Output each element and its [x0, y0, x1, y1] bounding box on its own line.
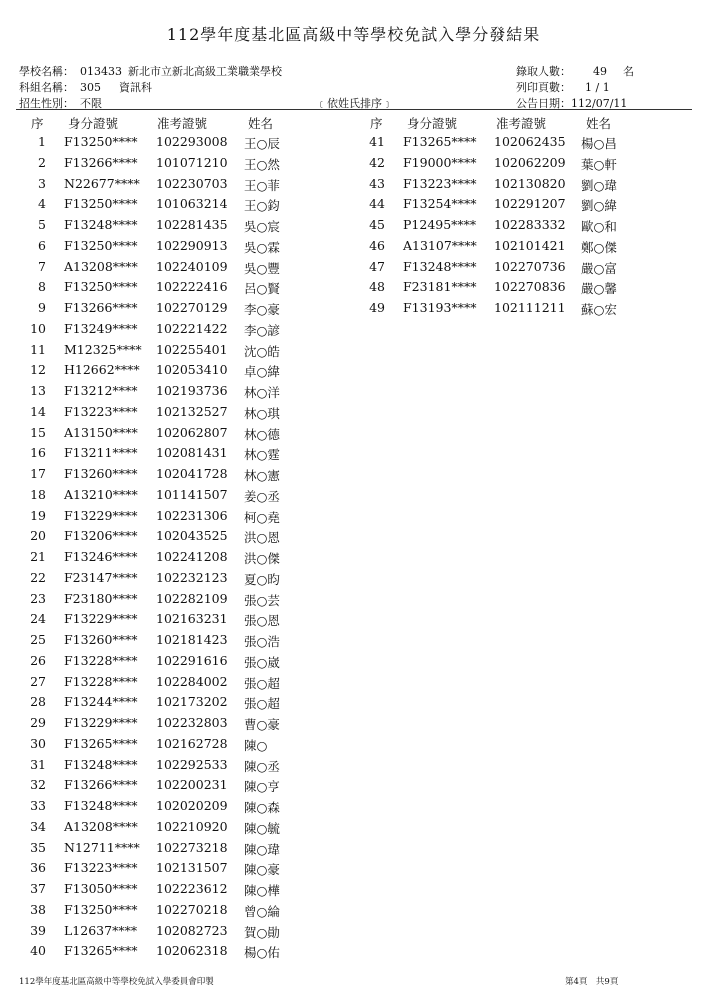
row-id-number: F13260**** — [64, 632, 138, 647]
row-student-name: 呂○賢 — [244, 281, 280, 297]
footer-page: 第4頁 共9頁 — [565, 977, 619, 987]
row-student-name: 陳○丞 — [244, 758, 280, 774]
row-exam-number: 102062209 — [494, 154, 566, 170]
row-student-name: 鄭○傑 — [581, 239, 617, 255]
pages-value: 1 / 1 — [585, 81, 610, 94]
row-seq: 2 — [38, 154, 46, 170]
row-id-number: M12325**** — [64, 341, 142, 357]
row-seq: 22 — [30, 569, 46, 585]
row-seq: 30 — [30, 735, 46, 751]
row-seq: 48 — [369, 279, 385, 295]
row-id-number: A13107**** — [403, 237, 477, 253]
row-student-name: 林○琪 — [244, 405, 280, 421]
row-student-name: 吳○霖 — [244, 239, 280, 255]
row-seq: 9 — [38, 300, 46, 315]
row-id-number: F13193**** — [403, 300, 477, 315]
row-id-number: F13250**** — [64, 134, 138, 149]
row-exam-number: 102293008 — [156, 134, 228, 149]
row-id-number: F13228**** — [64, 652, 138, 668]
row-seq: 46 — [369, 237, 385, 253]
row-id-number: F13248**** — [64, 217, 138, 232]
row-id-number: A13150**** — [64, 424, 138, 440]
row-student-name: 嚴○馨 — [581, 281, 617, 297]
row-exam-number: 102231306 — [156, 507, 228, 523]
row-exam-number: 102200231 — [156, 777, 228, 793]
row-id-number: F13250**** — [64, 901, 138, 917]
row-seq: 17 — [30, 466, 46, 481]
row-exam-number: 102082723 — [156, 922, 228, 938]
row-student-name: 吳○豐 — [244, 260, 280, 276]
row-seq: 44 — [369, 196, 385, 212]
row-id-number: F13250**** — [64, 279, 138, 295]
row-id-number: F13050**** — [64, 881, 138, 896]
row-exam-number: 102062318 — [156, 943, 228, 959]
row-id-number: N12711**** — [64, 839, 140, 855]
row-exam-number: 102163231 — [156, 611, 228, 627]
row-seq: 28 — [30, 694, 46, 710]
row-id-number: H12662**** — [64, 362, 140, 378]
row-student-name: 蘇○宏 — [581, 302, 617, 317]
row-seq: 27 — [30, 673, 46, 689]
row-student-name: 林○洋 — [244, 385, 280, 400]
row-student-name: 曾○綸 — [244, 903, 280, 919]
row-exam-number: 102173202 — [156, 694, 228, 710]
row-id-number: F13223**** — [64, 860, 138, 876]
row-seq: 21 — [30, 549, 46, 564]
row-seq: 39 — [30, 922, 46, 938]
row-seq: 32 — [30, 777, 46, 793]
row-seq: 18 — [30, 486, 46, 502]
row-student-name: 吳○宸 — [244, 219, 280, 234]
row-exam-number: 102210920 — [156, 818, 228, 834]
row-id-number: F23181**** — [403, 279, 477, 295]
row-exam-number: 102232123 — [156, 569, 228, 585]
row-seq: 14 — [30, 403, 46, 419]
row-exam-number: 102284002 — [156, 673, 228, 689]
row-student-name: 卓○緯 — [244, 364, 280, 380]
row-id-number: A13210**** — [64, 486, 138, 502]
school-code: 013433 — [80, 65, 122, 78]
row-student-name: 洪○傑 — [244, 551, 280, 566]
row-exam-number: 102162728 — [156, 735, 228, 751]
col-id-left: 身分證號 — [68, 116, 119, 131]
row-student-name: 歐○和 — [581, 219, 617, 234]
row-student-name: 陳○豪 — [244, 862, 280, 878]
row-id-number: F13265**** — [64, 943, 138, 959]
row-exam-number: 102111211 — [494, 300, 566, 315]
row-student-name: 陳○亨 — [244, 779, 280, 795]
row-student-name: 張○超 — [244, 675, 280, 691]
admitted-count: 49 — [593, 65, 607, 78]
row-seq: 38 — [30, 901, 46, 917]
row-id-number: F13248**** — [64, 756, 138, 772]
dept-name: 資訊科 — [119, 81, 152, 94]
row-student-name: 陳○森 — [244, 800, 280, 815]
row-seq: 11 — [30, 341, 46, 357]
col-exam-left: 准考證號 — [157, 116, 208, 131]
row-student-name: 林○霆 — [244, 447, 280, 463]
row-student-name: 楊○昌 — [581, 136, 617, 151]
row-seq: 20 — [30, 528, 46, 544]
row-exam-number: 102053410 — [156, 362, 228, 378]
row-exam-number: 102131507 — [156, 860, 228, 876]
row-student-name: 楊○佑 — [244, 945, 280, 961]
row-exam-number: 102281435 — [156, 217, 228, 232]
row-exam-number: 102232803 — [156, 715, 228, 730]
row-seq: 42 — [369, 154, 385, 170]
admitted-info — [516, 63, 634, 79]
row-seq: 5 — [38, 217, 46, 232]
date-label: 公告日期： — [516, 97, 571, 110]
row-student-name: 張○崴 — [244, 654, 280, 670]
school-label: 學校名稱： — [19, 65, 74, 78]
row-id-number: F13248**** — [403, 258, 477, 274]
row-exam-number: 102291207 — [494, 196, 566, 212]
row-exam-number: 102273218 — [156, 839, 228, 855]
row-id-number: F13260**** — [64, 466, 138, 481]
row-id-number: F13250**** — [64, 237, 138, 253]
row-seq: 34 — [30, 818, 46, 834]
row-student-name: 陳○瑋 — [244, 841, 280, 857]
row-id-number: F19000**** — [403, 154, 477, 170]
row-seq: 33 — [30, 798, 46, 813]
row-id-number: F13265**** — [403, 134, 477, 149]
row-student-name: 張○超 — [244, 696, 280, 712]
row-student-name: 王○鈞 — [244, 198, 280, 214]
row-student-name: 張○浩 — [244, 634, 280, 649]
row-student-name: 洪○恩 — [244, 530, 280, 546]
row-id-number: F13265**** — [64, 735, 138, 751]
row-id-number: A13208**** — [64, 258, 138, 274]
row-exam-number: 102062435 — [494, 134, 566, 149]
row-id-number: F13244**** — [64, 694, 138, 710]
row-exam-number: 102223612 — [156, 881, 228, 896]
col-id-right: 身分證號 — [407, 116, 458, 131]
row-id-number: F13266**** — [64, 777, 138, 793]
pages-info — [516, 79, 610, 95]
header-divider — [16, 109, 692, 110]
row-seq: 49 — [369, 300, 385, 315]
row-seq: 40 — [30, 943, 46, 959]
row-student-name: 王○然 — [244, 156, 280, 172]
row-exam-number: 102132527 — [156, 403, 228, 419]
row-seq: 47 — [369, 258, 385, 274]
row-id-number: F13228**** — [64, 673, 138, 689]
page-title: 112學年度基北區高級中等學校免試入學分發結果 — [166, 25, 541, 44]
row-exam-number: 102041728 — [156, 466, 228, 481]
row-exam-number: 102101421 — [494, 237, 566, 253]
sort-note: ﹝依姓氏排序﹞ — [316, 97, 393, 110]
row-student-name: 劉○緯 — [581, 198, 617, 214]
school-name: 新北市立新北高級工業職業學校 — [128, 65, 282, 78]
row-student-name: 李○豪 — [244, 302, 280, 317]
row-student-name: 李○諺 — [244, 322, 280, 338]
row-id-number: F13229**** — [64, 507, 138, 523]
row-id-number: F13229**** — [64, 611, 138, 627]
date-value: 112/07/11 — [571, 97, 628, 110]
row-student-name: 張○芸 — [244, 592, 280, 608]
row-id-number: F13212**** — [64, 383, 138, 398]
row-id-number: P12495**** — [403, 217, 477, 232]
row-seq: 15 — [30, 424, 46, 440]
row-exam-number: 102270129 — [156, 300, 228, 315]
row-seq: 7 — [38, 258, 46, 274]
row-seq: 36 — [30, 860, 46, 876]
row-seq: 12 — [30, 362, 46, 378]
row-exam-number: 101141507 — [156, 486, 228, 502]
row-id-number: F13206**** — [64, 528, 138, 544]
row-student-name: 張○恩 — [244, 613, 280, 629]
row-seq: 45 — [369, 217, 385, 232]
row-id-number: F13229**** — [64, 715, 138, 730]
row-exam-number: 102062807 — [156, 424, 228, 440]
row-id-number: F13266**** — [64, 300, 138, 315]
row-student-name: 陳○樺 — [244, 883, 280, 898]
row-id-number: F13250**** — [64, 196, 138, 212]
row-student-name: 陳○ — [244, 737, 268, 753]
row-id-number: N22677**** — [64, 175, 140, 191]
row-seq: 41 — [369, 134, 385, 149]
row-seq: 35 — [30, 839, 46, 855]
row-exam-number: 102292533 — [156, 756, 228, 772]
footer-publisher: 112學年度基北區高級中等學校免試入學委員會印製 — [19, 977, 214, 987]
row-exam-number: 102241208 — [156, 549, 228, 564]
row-student-name: 林○憲 — [244, 468, 280, 483]
row-seq: 4 — [38, 196, 46, 212]
row-exam-number: 102270218 — [156, 901, 228, 917]
row-exam-number: 101071210 — [156, 154, 228, 170]
row-exam-number: 102222416 — [156, 279, 228, 295]
row-student-name: 嚴○富 — [581, 260, 617, 276]
row-id-number: F13248**** — [64, 798, 138, 813]
row-student-name: 賀○勛 — [244, 924, 280, 940]
col-seq-left: 序 — [31, 116, 44, 131]
row-exam-number: 102130820 — [494, 175, 566, 191]
row-exam-number: 102043525 — [156, 528, 228, 544]
row-exam-number: 102270836 — [494, 279, 566, 295]
row-student-name: 夏○昀 — [244, 571, 280, 587]
row-student-name: 沈○皓 — [244, 343, 280, 359]
pages-label: 列印頁數： — [516, 81, 571, 94]
row-exam-number: 102282109 — [156, 590, 228, 606]
row-exam-number: 102181423 — [156, 632, 228, 647]
row-exam-number: 102193736 — [156, 383, 228, 398]
row-student-name: 陳○毓 — [244, 820, 280, 836]
row-exam-number: 102283332 — [494, 217, 566, 232]
row-seq: 43 — [369, 175, 385, 191]
school-info — [19, 63, 282, 79]
row-seq: 3 — [38, 175, 46, 191]
row-seq: 16 — [30, 445, 46, 461]
gender-value: 不限 — [80, 97, 102, 110]
row-exam-number: 102290913 — [156, 237, 228, 253]
admitted-unit: 名 — [623, 65, 634, 78]
row-seq: 1 — [38, 134, 46, 149]
row-id-number: F13223**** — [64, 403, 138, 419]
dept-info — [19, 79, 152, 95]
row-seq: 23 — [30, 590, 46, 606]
row-id-number: F23147**** — [64, 569, 138, 585]
row-exam-number: 102270736 — [494, 258, 566, 274]
row-student-name: 林○德 — [244, 426, 280, 442]
row-id-number: F13266**** — [64, 154, 138, 170]
col-exam-right: 准考證號 — [496, 116, 547, 131]
gender-label: 招生性別： — [19, 97, 74, 110]
col-name-right: 姓名 — [586, 116, 612, 131]
row-id-number: F13249**** — [64, 320, 138, 336]
row-seq: 37 — [30, 881, 46, 896]
row-id-number: F23180**** — [64, 590, 138, 606]
row-seq: 6 — [38, 237, 46, 253]
row-student-name: 柯○堯 — [244, 509, 280, 525]
row-seq: 26 — [30, 652, 46, 668]
dept-label: 科組名稱： — [19, 81, 74, 94]
row-id-number: A13208**** — [64, 818, 138, 834]
col-name-left: 姓名 — [248, 116, 274, 131]
row-student-name: 王○菲 — [244, 177, 280, 193]
row-id-number: F13223**** — [403, 175, 477, 191]
row-exam-number: 102221422 — [156, 320, 228, 336]
row-exam-number: 102081431 — [156, 445, 228, 461]
row-exam-number: 102240109 — [156, 258, 228, 274]
row-exam-number: 102020209 — [156, 798, 228, 813]
row-exam-number: 102291616 — [156, 652, 228, 668]
row-exam-number: 101063214 — [156, 196, 228, 212]
row-exam-number: 102255401 — [156, 341, 228, 357]
row-id-number: F13246**** — [64, 549, 138, 564]
row-seq: 31 — [30, 756, 46, 772]
row-student-name: 曹○豪 — [244, 717, 280, 732]
row-student-name: 葉○軒 — [581, 156, 617, 172]
row-id-number: F13254**** — [403, 196, 477, 212]
row-seq: 24 — [30, 611, 46, 627]
row-seq: 25 — [30, 632, 46, 647]
row-id-number: F13211**** — [64, 445, 138, 461]
row-seq: 13 — [30, 383, 46, 398]
col-seq-right: 序 — [370, 116, 383, 131]
row-seq: 8 — [38, 279, 46, 295]
row-id-number: L12637**** — [64, 922, 138, 938]
dept-code: 305 — [80, 81, 101, 94]
row-seq: 29 — [30, 715, 46, 730]
row-seq: 19 — [30, 507, 46, 523]
row-student-name: 王○辰 — [244, 136, 280, 151]
row-student-name: 姜○丞 — [244, 488, 280, 504]
row-student-name: 劉○瑋 — [581, 177, 617, 193]
admitted-label: 錄取人數： — [516, 65, 571, 78]
row-seq: 10 — [30, 320, 46, 336]
row-exam-number: 102230703 — [156, 175, 228, 191]
